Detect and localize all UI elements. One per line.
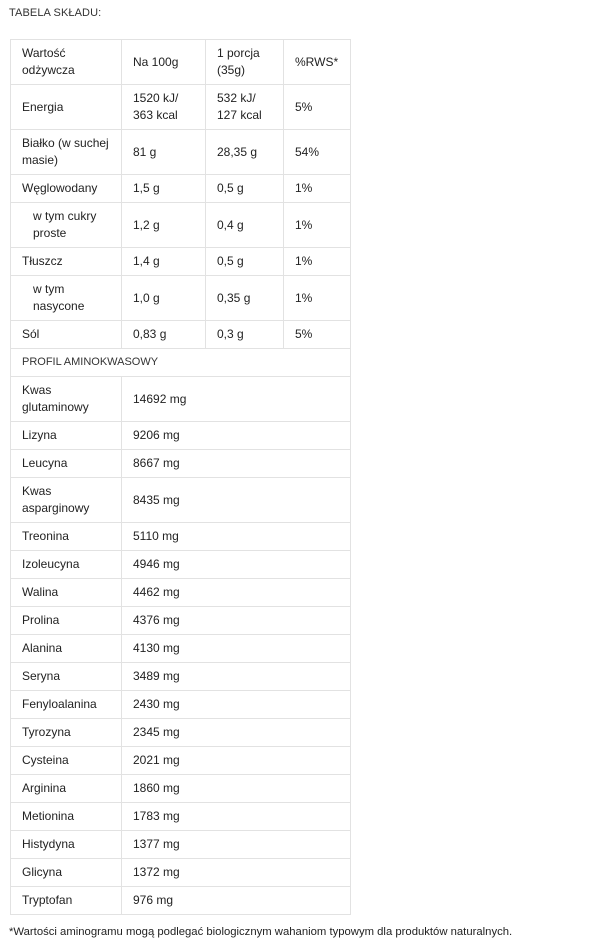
table-cell: PROFIL AMINOKWASOWY [11,349,351,377]
table-row [11,203,351,248]
table-cell: 9206 mg [122,422,351,450]
table-cell: Alanina [11,635,122,663]
table-cell: 976 mg [122,887,351,915]
footnote: *Wartości aminogramu mogą podlegać biologicznym wahaniom typowym dla produktów naturalnych. [9,926,513,938]
table-row [11,523,351,551]
table-cell: Sól [11,321,122,349]
table-cell: Seryna [11,663,122,691]
table-cell: Arginina [11,775,122,803]
table-cell: 1% [284,276,351,321]
table-cell: 1372 mg [122,859,351,887]
table-cell: 1783 mg [122,803,351,831]
table-row [11,635,351,663]
table-cell: Metionina [11,803,122,831]
table-row [11,130,351,175]
table-row [11,478,351,523]
table-cell: Histydyna [11,831,122,859]
table-cell: 2430 mg [122,691,351,719]
header-row [11,40,351,85]
table-row [11,803,351,831]
table-cell: 5% [284,85,351,130]
table-row [11,551,351,579]
table-cell: Treonina [11,523,122,551]
table-cell: Glicyna [11,859,122,887]
table-cell: 81 g [122,130,206,175]
table-cell: 1,4 g [122,248,206,276]
table-cell: w tym nasycone [11,276,122,321]
table-cell: 1,2 g [122,203,206,248]
table-cell: 1% [284,175,351,203]
table-cell: 2021 mg [122,747,351,775]
table-cell: 1377 mg [122,831,351,859]
table-cell: 8435 mg [122,478,351,523]
table-row [11,859,351,887]
table-cell: Prolina [11,607,122,635]
table-cell: 4130 mg [122,635,351,663]
table-cell: 0,4 g [206,203,284,248]
table-cell: 28,35 g [206,130,284,175]
table-cell: Lizyna [11,422,122,450]
table-cell: 1860 mg [122,775,351,803]
table-row [11,85,351,130]
table-cell: Walina [11,579,122,607]
table-row [11,747,351,775]
table-row [11,248,351,276]
table-cell: 4376 mg [122,607,351,635]
nutrition-table [10,39,351,915]
table-row [11,579,351,607]
table-cell: 0,3 g [206,321,284,349]
table-cell: 1,5 g [122,175,206,203]
table-row [11,450,351,478]
table-row [11,321,351,349]
table-row [11,276,351,321]
table-cell: Tryptofan [11,887,122,915]
table-cell: 1% [284,203,351,248]
table-cell: 14692 mg [122,377,351,422]
table-title: TABELA SKŁADU: [9,7,102,19]
table-cell: Leucyna [11,450,122,478]
header-cell: %RWS* [284,40,351,85]
table-row [11,377,351,422]
table-cell: 4462 mg [122,579,351,607]
table-cell: 0,5 g [206,248,284,276]
table-cell: 0,83 g [122,321,206,349]
table-row [11,422,351,450]
table-cell: Kwas asparginowy [11,478,122,523]
table-cell: 8667 mg [122,450,351,478]
table-cell: Izoleucyna [11,551,122,579]
table-cell: 1520 kJ/ 363 kcal [122,85,206,130]
table-row [11,887,351,915]
table-row [11,831,351,859]
table-cell: 0,5 g [206,175,284,203]
table-cell: Kwas glutaminowy [11,377,122,422]
table-cell: 2345 mg [122,719,351,747]
table-cell: w tym cukry proste [11,203,122,248]
section-row [11,349,351,377]
table-cell: 532 kJ/ 127 kcal [206,85,284,130]
table-cell: Węglowodany [11,175,122,203]
table-cell: Fenyloalanina [11,691,122,719]
header-cell: 1 porcja (35g) [206,40,284,85]
table-cell: 0,35 g [206,276,284,321]
table-cell: 5% [284,321,351,349]
header-cell: Wartość odżywcza [11,40,122,85]
table-cell: Energia [11,85,122,130]
header-cell: Na 100g [122,40,206,85]
table-cell: Tyrozyna [11,719,122,747]
table-cell: 1% [284,248,351,276]
table-row [11,175,351,203]
table-cell: Tłuszcz [11,248,122,276]
table-cell: 1,0 g [122,276,206,321]
table-row [11,663,351,691]
table-row [11,775,351,803]
table-cell: Cysteina [11,747,122,775]
table-row [11,719,351,747]
table-cell: Białko (w suchej masie) [11,130,122,175]
table-cell: 4946 mg [122,551,351,579]
table-cell: 3489 mg [122,663,351,691]
table-row [11,607,351,635]
table-cell: 5110 mg [122,523,351,551]
table-cell: 54% [284,130,351,175]
table-row [11,691,351,719]
